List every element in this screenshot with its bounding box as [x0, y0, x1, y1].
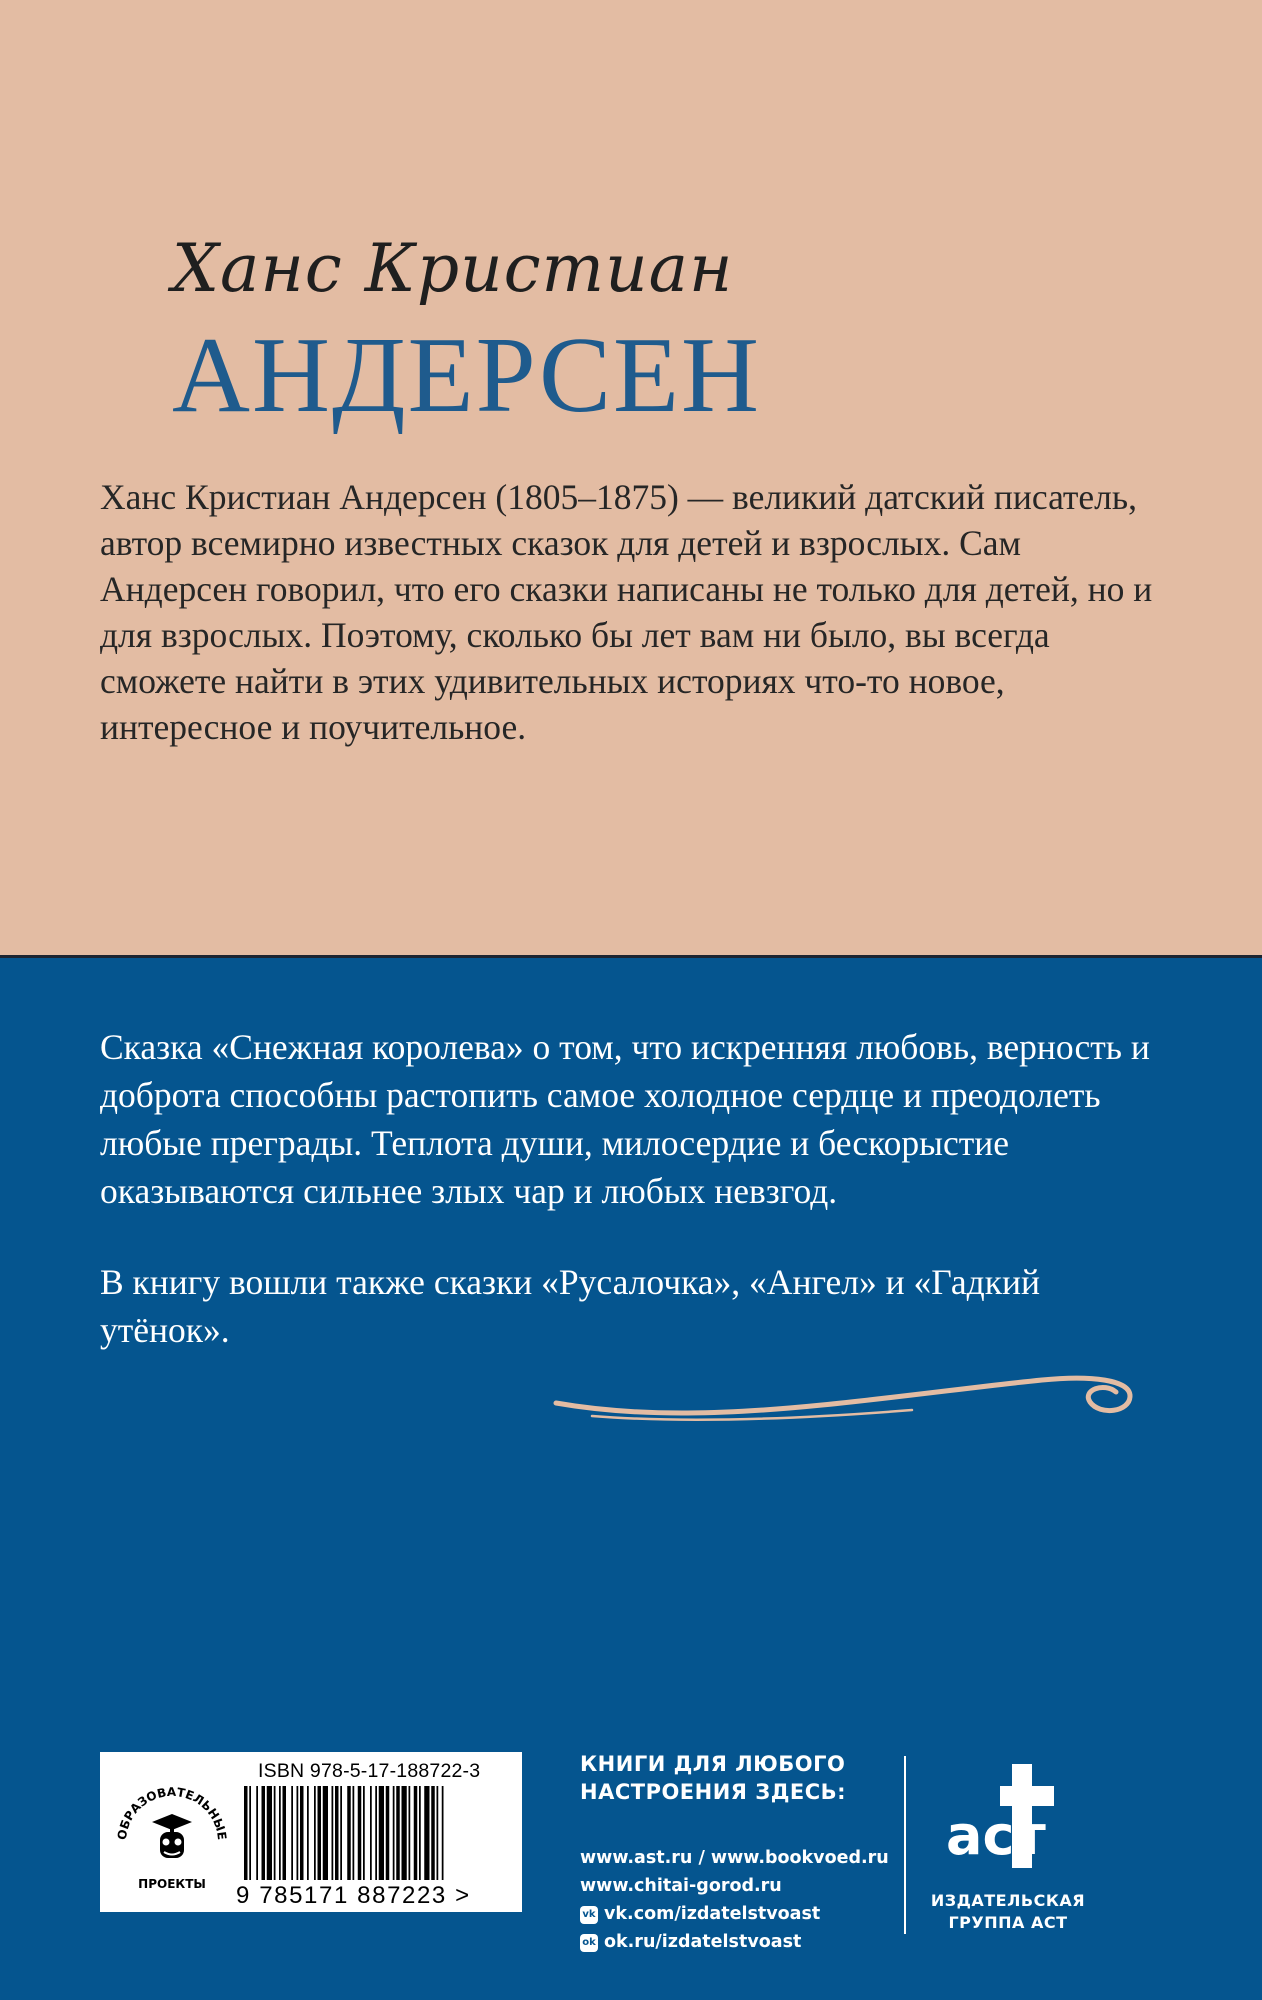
logo-arc-text: ОБРАЗОВАТЕЛЬНЫЕ — [114, 1784, 230, 1841]
ok-link[interactable]: ok.ru/izdatelstvoast — [604, 1932, 802, 1952]
website-links[interactable]: www.ast.ru / www.bookvoed.ru — [580, 1848, 889, 1868]
logo-bottom-text: ПРОЕКТЫ — [138, 1877, 206, 1891]
isbn-number: ISBN 978-5-17-188722-3 — [258, 1760, 481, 1782]
links-heading-text: КНИГИ ДЛЯ ЛЮБОГО НАСТРОЕНИЯ ЗДЕСЬ: — [580, 1752, 847, 1804]
author-bio: Ханс Кристиан Андерсен (1805–1875) — великий датский писатель, автор всемирно известных сказок для детей и взрослых. Сам Андерсен говорил, что его сказки написаны не только для детей, но и для взрослых. Поэтому, сколько бы лет вам ни было, вы всегда сможете найти в этих удивительных историях что-то новое, интересное и поучительное. — [100, 477, 1153, 747]
vk-link[interactable]: vk.com/izdatelstvoast — [604, 1904, 821, 1924]
publisher-line2: ГРУППА АСТ — [948, 1913, 1068, 1932]
publisher-name — [918, 1890, 1098, 1934]
vk-icon: vk — [580, 1906, 598, 1924]
isbn-box — [100, 1752, 522, 1912]
vertical-separator — [904, 1756, 906, 1934]
links-heading — [580, 1750, 870, 1806]
ast-logo-text: аст — [946, 1804, 1046, 1867]
barcode-digits: 9 785171 887223 > — [236, 1882, 471, 1909]
chitai-gorod-link[interactable]: www.chitai-gorod.ru — [580, 1876, 782, 1896]
author-first-names: Ханс Кристиан — [172, 230, 734, 307]
education-projects-logo — [106, 1762, 238, 1904]
barcode — [242, 1786, 514, 1882]
flourish-ornament — [552, 1358, 1142, 1428]
ok-icon: ok — [580, 1934, 598, 1952]
ast-publisher-logo — [938, 1756, 1078, 1876]
book-description: Сказка «Снежная королева» о том, что искренняя любовь, верность и доброта способны растопить самое холодное сердце и преодолеть любые преграды. Теплота души, милосердие и бескорыстие оказываются сильнее злых чар и любых невзгод. — [100, 1027, 1150, 1211]
included-tales: В книгу вошли также сказки «Русалочка», «Ангел» и «Гадкий утёнок». — [100, 1262, 1040, 1350]
publisher-line1: ИЗДАТЕЛЬСКАЯ — [930, 1891, 1086, 1910]
author-last-name: АНДЕРСЕН — [172, 316, 762, 435]
